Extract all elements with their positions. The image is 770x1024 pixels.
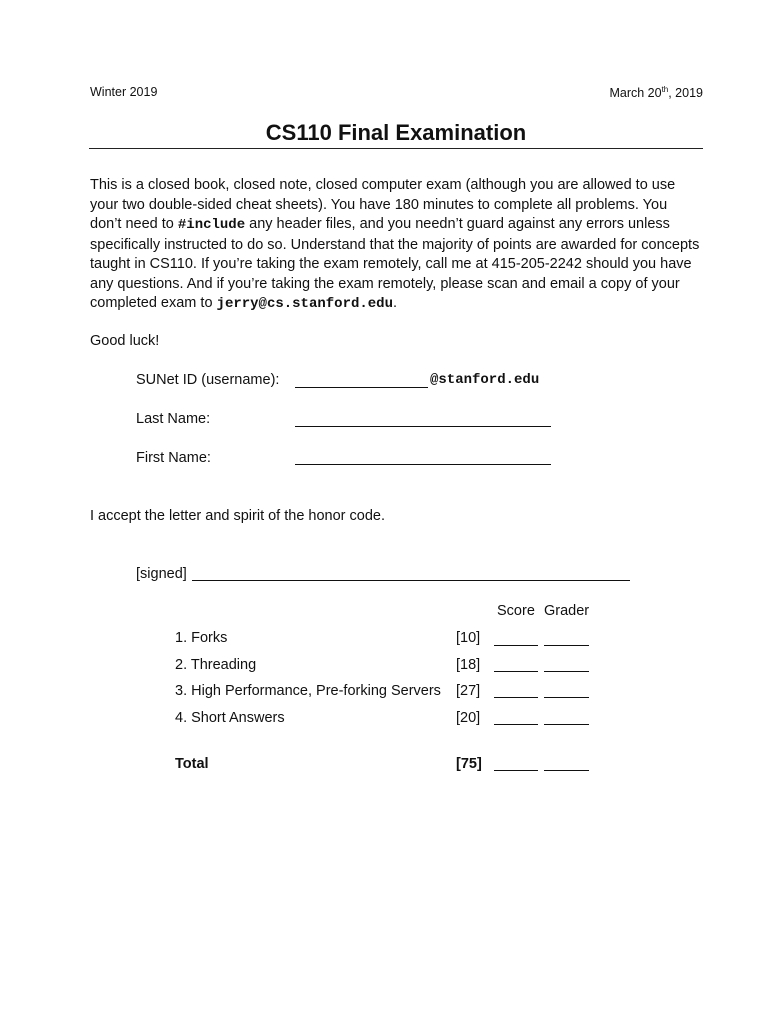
last-name-label: Last Name:: [136, 411, 211, 427]
grader-blank[interactable]: [544, 645, 589, 646]
sunet-label: SUNet ID (username):: [136, 372, 280, 388]
score-row-points: [10]: [456, 630, 481, 646]
date-year: , 2019: [668, 86, 703, 101]
last-name-field[interactable]: [295, 426, 551, 427]
score-row-label: 3. High Performance, Pre-forking Servers: [175, 683, 441, 699]
score-row-points: [18]: [456, 657, 481, 673]
score-row-label: 2. Threading: [175, 657, 257, 673]
score-row-label: 4. Short Answers: [175, 710, 285, 726]
score-row-points: [20]: [456, 710, 481, 726]
include-code: #include: [177, 217, 246, 233]
total-score-blank[interactable]: [494, 770, 538, 771]
first-name-field[interactable]: [295, 464, 551, 465]
instructions-part-1: This is a closed book, closed note, closed computer exam (although you are allowed to use your two double-sided cheat sheets). You have 180 minutes to complete all problems. You don’t need to: [90, 177, 676, 232]
grader-blank[interactable]: [544, 697, 589, 698]
instructions-part-3: .: [392, 295, 398, 311]
page-title: CS110 Final Examination: [265, 120, 527, 145]
exam-date: [609, 85, 703, 100]
score-row-label: 1. Forks: [175, 630, 228, 646]
score-blank[interactable]: [494, 671, 538, 672]
total-label: Total: [175, 756, 209, 772]
signed-label: [signed]: [136, 566, 187, 582]
sunet-field[interactable]: [295, 387, 428, 388]
score-blank[interactable]: [494, 697, 538, 698]
good-luck: Good luck!: [90, 333, 160, 349]
sunet-suffix: @stanford.edu: [430, 372, 540, 388]
instructions-paragraph: [90, 176, 700, 315]
honor-statement: I accept the letter and spirit of the honor code.: [90, 508, 386, 524]
contact-email: jerry@cs.stanford.edu: [216, 296, 393, 312]
total-points: [75]: [456, 756, 482, 772]
score-blank[interactable]: [494, 724, 538, 725]
first-name-label: First Name:: [136, 450, 211, 466]
date-main: March 20: [609, 86, 662, 101]
score-blank[interactable]: [494, 645, 538, 646]
score-header: Score: [497, 603, 535, 619]
instructions-part-2: any header files, and you needn’t guard against any errors unless specifically instructed to do so. Understand that the majority of points are awarded for concepts taught in CS110. If you’re taking the exam remotely, call me at 415-205-2242 should you have any questions. And if you’re taking the exam remotely, please scan and email a copy of your completed exam to: [90, 216, 700, 311]
grader-blank[interactable]: [544, 724, 589, 725]
term-label: Winter 2019: [90, 85, 158, 99]
grader-blank[interactable]: [544, 671, 589, 672]
total-grader-blank[interactable]: [544, 770, 589, 771]
signature-field[interactable]: [192, 580, 630, 581]
date-ordinal: th: [661, 85, 669, 94]
grader-header: Grader: [544, 603, 590, 619]
score-row-points: [27]: [456, 683, 481, 699]
title-rule: [89, 148, 703, 149]
